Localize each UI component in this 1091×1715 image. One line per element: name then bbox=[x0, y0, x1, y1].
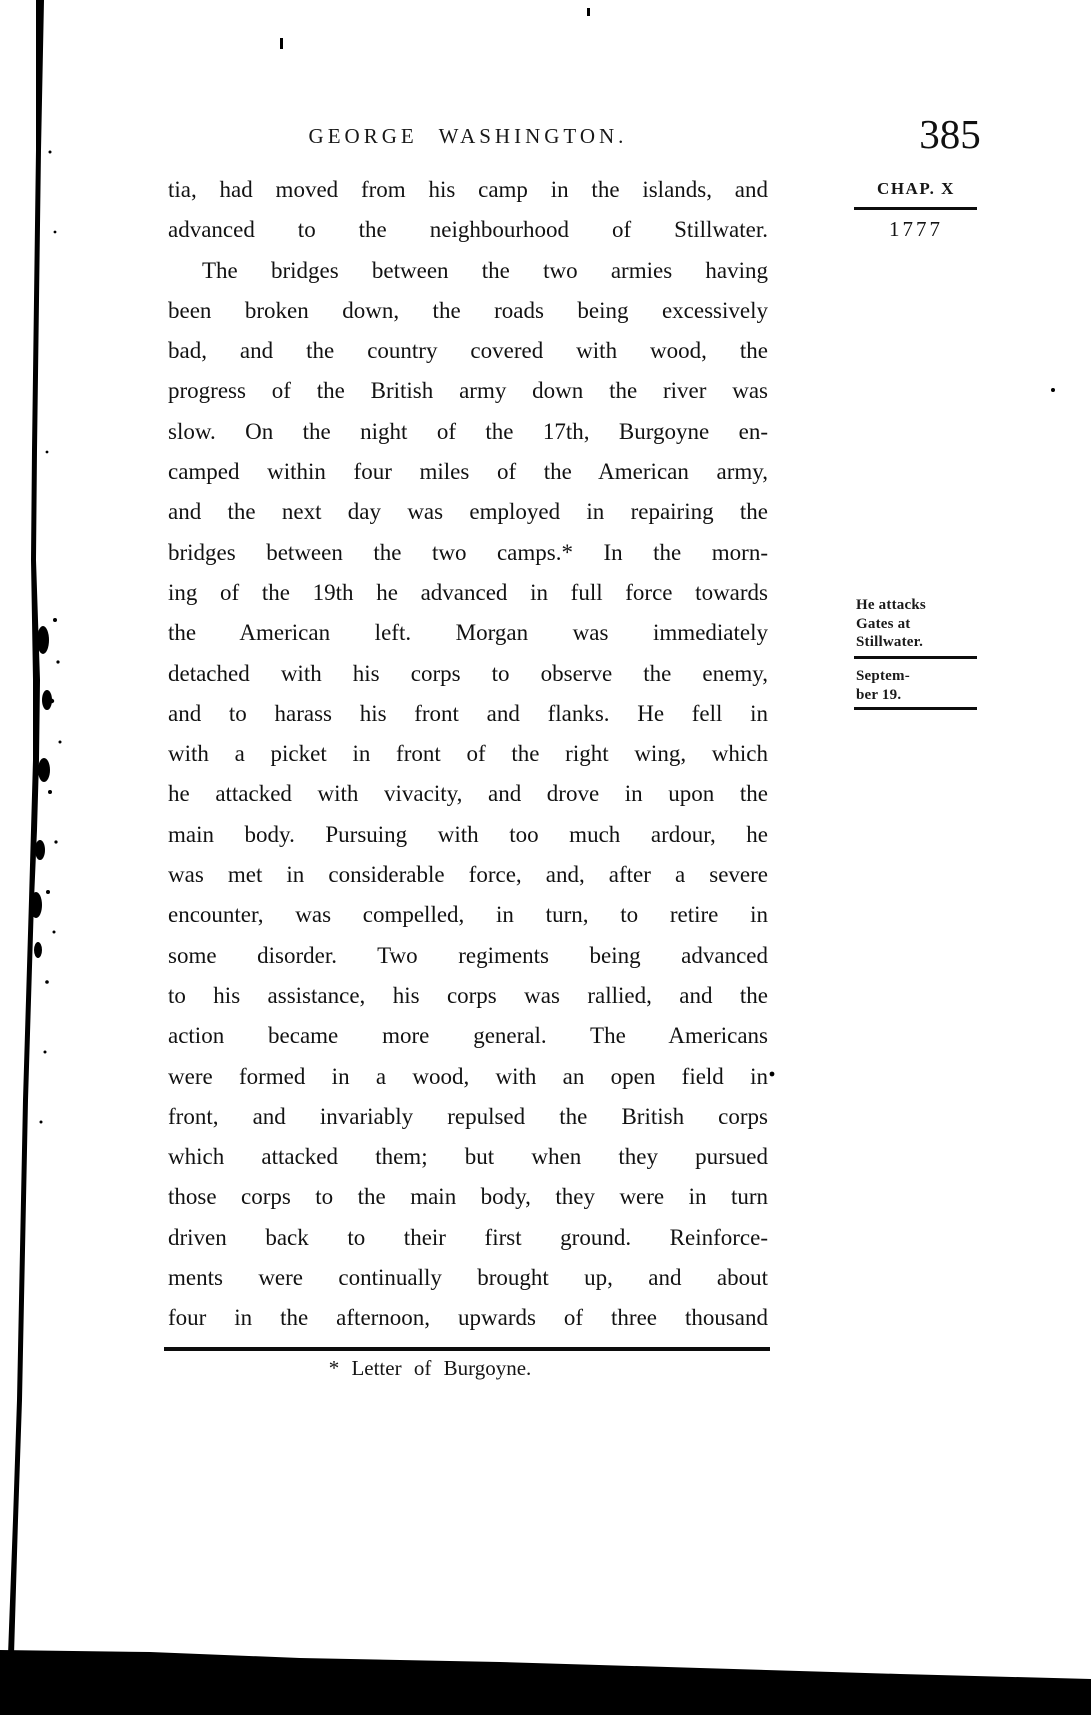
body-line: advanced to the neighbourhood of Stillwater. bbox=[168, 217, 768, 243]
margin-note-line: Septem- bbox=[856, 668, 910, 684]
ink-blotch bbox=[30, 892, 42, 918]
binding-line-artifact bbox=[8, 0, 44, 1655]
scan-speck bbox=[54, 840, 57, 843]
body-line: ments were continually brought up, and about bbox=[168, 1265, 768, 1291]
body-line: those corps to the main body, they were in turn bbox=[168, 1184, 768, 1210]
margin-note-line: ber 19. bbox=[856, 686, 902, 703]
scan-speck bbox=[59, 741, 62, 744]
body-line: slow. On the night of the 17th, Burgoyne en- bbox=[168, 418, 768, 444]
year-label: 1777 bbox=[889, 217, 943, 241]
body-line: the American left. Morgan was immediately bbox=[168, 620, 768, 646]
scan-speck bbox=[280, 38, 283, 49]
bottom-scan-bar bbox=[0, 1650, 1091, 1715]
ink-blotch bbox=[35, 840, 45, 860]
body-line: camped within four miles of the American army, bbox=[168, 459, 768, 485]
ink-blotch bbox=[42, 690, 52, 710]
running-header: GEORGE WASHINGTON. bbox=[308, 124, 628, 148]
scan-speck bbox=[1051, 388, 1055, 392]
body-line: progress of the British army down the river was bbox=[168, 378, 768, 404]
margin-note-line: He attacks bbox=[856, 597, 926, 613]
scan-speck bbox=[40, 1121, 43, 1124]
scan-speck bbox=[50, 699, 54, 703]
margin-rule bbox=[854, 207, 977, 210]
margin-note-line: Gates at bbox=[856, 615, 911, 632]
footnote-text: * Letter of Burgoyne. bbox=[328, 1356, 532, 1380]
body-line: action became more general. The Americans bbox=[168, 1023, 768, 1049]
body-line: some disorder. Two regiments being advanced bbox=[168, 942, 768, 968]
body-text-column bbox=[168, 170, 768, 1339]
body-line: to his assistance, his corps was rallied, and the bbox=[168, 982, 768, 1008]
body-line: was met in considerable force, and, after a severe bbox=[168, 862, 768, 888]
body-line: The bridges between the two armies having bbox=[202, 257, 768, 283]
scan-speck bbox=[770, 1072, 775, 1077]
margin-note-date bbox=[856, 667, 986, 704]
chapter-label: CHAP. X bbox=[877, 179, 955, 198]
body-line: ing of the 19th he advanced in full force towards bbox=[168, 579, 768, 605]
scan-speck bbox=[49, 151, 52, 154]
body-line: bad, and the country covered with wood, the bbox=[168, 338, 768, 364]
body-line: and the next day was employed in repairing the bbox=[168, 499, 768, 525]
page-number: 385 bbox=[919, 111, 981, 157]
scan-speck bbox=[48, 790, 52, 794]
body-line: four in the afternoon, upwards of three thousand bbox=[168, 1305, 768, 1331]
body-line: driven back to their first ground. Reinforce- bbox=[168, 1224, 768, 1250]
body-line: been broken down, the roads being excessively bbox=[168, 297, 768, 323]
body-line: main body. Pursuing with too much ardour, he bbox=[168, 821, 768, 847]
scan-speck bbox=[587, 8, 590, 16]
body-line: with a picket in front of the right wing, which bbox=[168, 741, 768, 767]
scan-speck bbox=[46, 451, 49, 454]
ink-blotch bbox=[38, 758, 50, 782]
footnote bbox=[168, 1356, 768, 1381]
margin-rule bbox=[854, 656, 977, 659]
body-line: bridges between the two camps.* In the morn- bbox=[168, 539, 768, 565]
body-line: were formed in a wood, with an open field in bbox=[168, 1063, 768, 1089]
footnote-rule bbox=[164, 1347, 770, 1351]
body-line: detached with his corps to observe the enemy, bbox=[168, 660, 768, 686]
ink-blotch bbox=[34, 942, 42, 958]
body-line: encounter, was compelled, in turn, to retire in bbox=[168, 902, 768, 928]
margin-note-attack bbox=[856, 596, 986, 652]
body-line: which attacked them; but when they pursued bbox=[168, 1144, 768, 1170]
scan-speck bbox=[46, 890, 50, 894]
margin-note-line: Stillwater. bbox=[856, 634, 924, 651]
body-line: he attacked with vivacity, and drove in upon the bbox=[168, 781, 768, 807]
margin-rule bbox=[854, 707, 977, 710]
scan-speck bbox=[54, 231, 57, 234]
scan-speck bbox=[53, 618, 57, 622]
body-line: and to harass his front and flanks. He fell in bbox=[168, 700, 768, 726]
scan-speck bbox=[45, 980, 49, 984]
scan-speck bbox=[56, 660, 59, 663]
body-line: front, and invariably repulsed the British corps bbox=[168, 1103, 768, 1129]
scan-speck bbox=[53, 931, 56, 934]
scan-speck bbox=[44, 1051, 47, 1054]
body-line: tia, had moved from his camp in the islands, and bbox=[168, 177, 768, 202]
ink-blotch bbox=[37, 626, 49, 654]
